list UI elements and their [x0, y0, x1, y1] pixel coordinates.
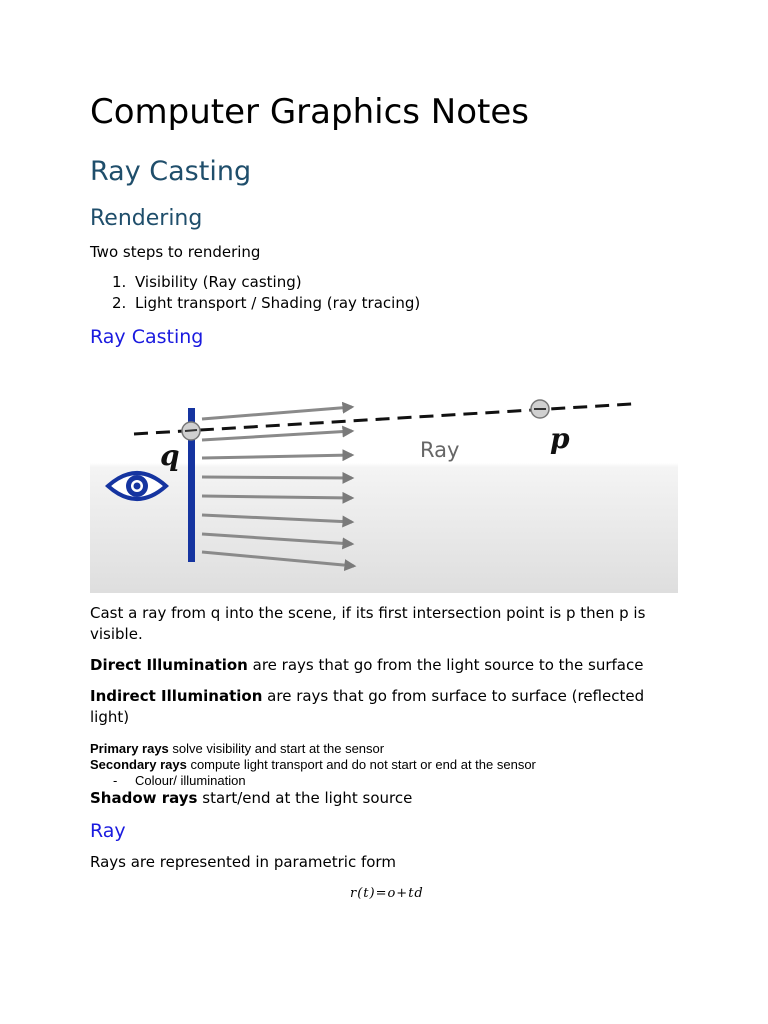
bullet-dash: - — [113, 773, 118, 788]
ray-heading: Ray — [90, 820, 126, 842]
arrow — [202, 496, 352, 498]
cast-text: Cast a ray from q into the scene, if its first intersection point is p then p is visible. — [90, 604, 646, 643]
arrow — [202, 477, 352, 478]
section-heading: Ray Casting — [90, 156, 252, 187]
point-q-mark — [185, 430, 197, 431]
list-item — [112, 293, 421, 314]
list-number: 2. — [112, 294, 127, 312]
ray-text: Rays are represented in parametric form — [90, 853, 396, 871]
ray-formula: r(t)=o+td — [350, 886, 424, 901]
bullet-text: Colour/ illumination — [135, 773, 246, 788]
secondary-rays-term: Secondary rays — [90, 757, 187, 772]
steps-list — [90, 272, 420, 314]
indirect-illumination-desc: are rays that go from surface to surface (reflected light) — [90, 687, 645, 726]
shadow-rays-desc: start/end at the light source — [197, 789, 413, 807]
figure-background — [90, 376, 678, 593]
label-q: q — [160, 439, 180, 472]
label-p: p — [550, 422, 570, 455]
ray-casting-heading: Ray Casting — [90, 326, 204, 348]
list-item — [112, 272, 420, 293]
shadow-rays-term: Shadow rays — [90, 789, 198, 807]
indirect-illumination-term: Indirect Illumination — [90, 687, 263, 705]
document-title: Computer Graphics Notes — [90, 92, 529, 132]
indirect-illumination-text — [90, 686, 670, 728]
shadow-rays-text — [90, 788, 670, 809]
primary-rays-desc: solve visibility and start at the sensor — [168, 741, 385, 756]
ray-casting-figure — [90, 376, 678, 593]
list-item-text: Light transport / Shading (ray tracing) — [135, 294, 421, 312]
subsection-heading: Rendering — [90, 206, 203, 231]
list-item-text: Visibility (Ray casting) — [135, 273, 302, 291]
secondary-rays-desc: compute light transport and do not start or end at the sensor — [186, 757, 536, 772]
label-ray: Ray — [420, 438, 460, 462]
direct-illumination-text — [90, 655, 670, 676]
secondary-rays-text — [90, 757, 536, 773]
primary-rays-text — [90, 741, 384, 757]
intro-text: Two steps to rendering — [90, 243, 261, 261]
primary-rays-term: Primary rays — [90, 741, 169, 756]
direct-illumination-term: Direct Illumination — [90, 656, 248, 674]
list-number: 1. — [112, 273, 127, 291]
direct-illumination-desc: are rays that go from the light source to the surface — [247, 656, 644, 674]
